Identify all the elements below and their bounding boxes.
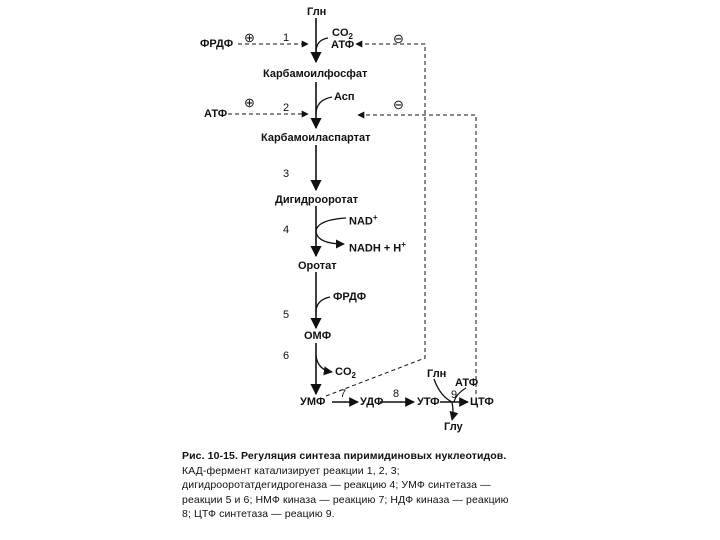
caption-title: Рис. 10-15. Регуляция синтеза пиримидиновых нуклеотидов. [182,450,507,462]
reaction-9-number: 9 [451,389,458,401]
node-frdf-mid: ФРДФ [333,291,367,303]
co2-top-text: CO [332,27,349,39]
nadh-sup: + [401,240,406,249]
arrow-nad-to-nadh [316,218,346,244]
nadh-text: NADH + H [349,242,402,255]
minus-sign-2: ⊖ [393,97,404,112]
reaction-8-number: 8 [393,388,400,400]
node-carbamoyl-aspartate: Карбамоиласпартат [261,132,371,144]
plus-sign-1: ⊕ [244,30,255,45]
node-omp: ОМФ [304,330,332,342]
node-asp: Асп [334,91,355,103]
minus-sign-1: ⊖ [393,31,404,46]
node-frdf-left: ФРДФ [200,38,234,50]
co2-top-sub: 2 [348,32,353,42]
node-dihydroorotate: Дигидрооротат [275,194,359,206]
node-co2-bottom [335,366,356,382]
node-gln-right: Глн [427,368,447,380]
node-nadh [349,238,406,256]
arrow-asp-join [316,97,332,114]
caption-body: КАД-фермент катализирует реакции 1, 2, 3; дигидрооротатдегидрогеназа — реакцию 4; УМФ синтетаза — реакции 5 и 6; НМФ киназа — реакцию 7; НДФ киназа — реакцию 8; ЦТФ синтетаза — реацию 9. [182,464,509,520]
reaction-4-number: 4 [283,224,290,236]
co2-bottom-text: CO [335,366,352,378]
reaction-5-number: 5 [283,309,290,321]
arrow-co2-atp-join [316,38,328,52]
node-orotate: Оротат [298,260,337,272]
reaction-6-number: 6 [283,350,290,362]
node-nad [349,211,378,229]
arrow-co2-release [316,356,332,372]
node-utp: УТФ [417,396,440,408]
arrow-frdf-join [316,297,330,312]
node-gln-top: Глн [307,6,327,18]
node-ump: УМФ [300,396,326,408]
reaction-7-number: 7 [340,388,347,400]
node-glu: Глу [444,421,463,433]
reaction-2-number: 2 [283,102,290,114]
node-atp-left: АТФ [204,108,228,120]
nad-text: NAD [349,215,373,228]
node-atp-top: АТФ [331,39,355,51]
node-ctp: ЦТФ [470,396,494,408]
node-carbamoyl-phosphate: Карбамоилфосфат [263,68,368,80]
nad-sup: + [372,213,378,222]
reaction-3-number: 3 [283,168,290,180]
node-udp: УДФ [360,396,384,408]
co2-bottom-sub: 2 [351,371,356,381]
plus-sign-2: ⊕ [244,95,255,110]
reaction-1-number: 1 [283,32,290,44]
figure-caption [182,449,518,522]
node-atp-right: АТФ [455,377,479,389]
